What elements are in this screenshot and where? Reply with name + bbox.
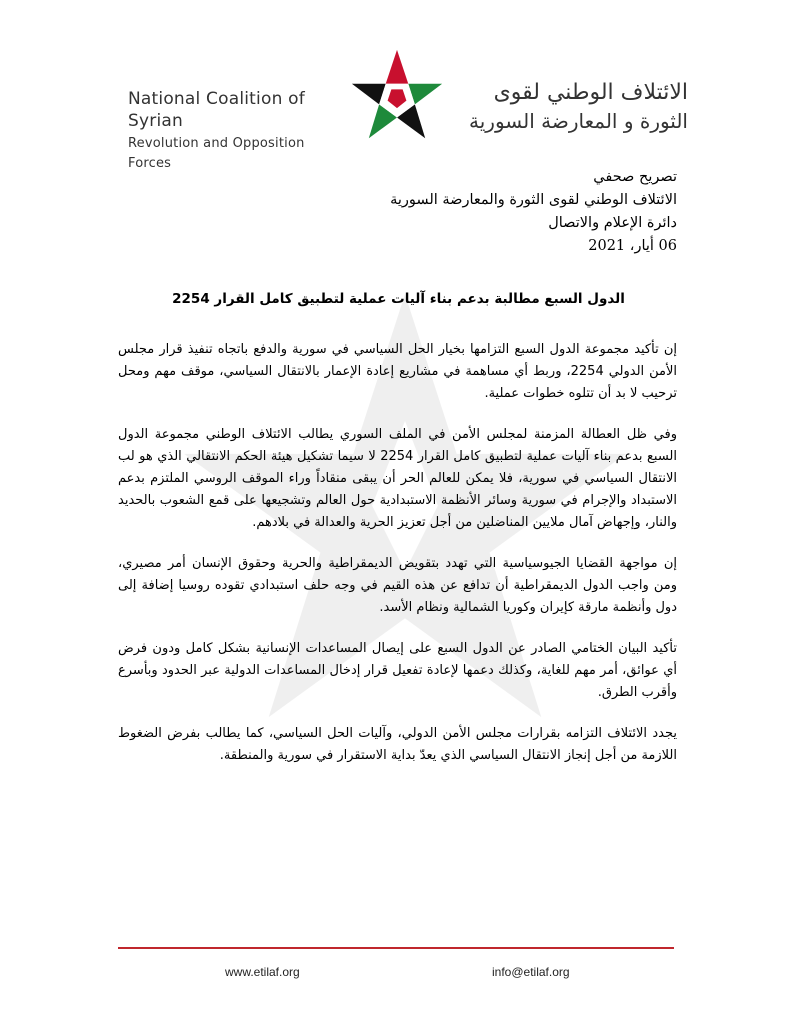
footer-website-link[interactable]: www.etilaf.org bbox=[225, 965, 300, 979]
org-name-arabic-line1: الائتلاف الوطني لقوى bbox=[493, 80, 688, 105]
document-body bbox=[118, 339, 677, 786]
org-name-english-line2: Revolution and Opposition Forces bbox=[128, 136, 305, 171]
body-paragraph: إن مواجهة القضايا الجيوسياسية التي تهدد بتقويض الديمقراطية والحرية وحقوق الإنسان أمر مصيري، ومن واجب الدول الديمقراطية أن تدافع عن هذه القيم في وجه حلف استبدادي تقوده روسيا إضافة إلى دول وأنظمة مارقة كإيران وكوريا الشمالية ونظام الأسد. bbox=[118, 556, 677, 615]
org-name-english-line1: National Coalition of Syrian bbox=[128, 89, 305, 131]
release-type: تصريح صحفي bbox=[593, 169, 677, 185]
body-paragraph: تأكيد البيان الختامي الصادر عن الدول السبع على إيصال المساعدات الإنسانية بشكل كامل ودون فرض أي عوائق، أمر مهم للغاية، وكذلك دعمها لإعادة تفعيل قرار إدخال المساعدات الدولية عبر الحدود وبأسرع وأقرب الطرق. bbox=[118, 641, 677, 700]
footer-divider bbox=[118, 947, 674, 949]
coalition-star-logo-icon bbox=[350, 48, 444, 142]
department-name: دائرة الإعلام والاتصال bbox=[548, 215, 677, 231]
body-paragraph: يجدد الائتلاف التزامه بقرارات مجلس الأمن الدولي، وآليات الحل السياسي، كما يطالب بفرض الضغوط اللازمة من أجل إنجاز الانتقال السياسي الذي يعدّ بداية الاستقرار في سورية والمنطقة. bbox=[118, 726, 677, 763]
org-name-english bbox=[128, 88, 348, 174]
press-release-meta bbox=[277, 166, 677, 258]
issuer-name: الائتلاف الوطني لقوى الثورة والمعارضة السورية bbox=[390, 192, 677, 208]
org-name-arabic-line2: الثورة و المعارضة السورية bbox=[469, 109, 688, 133]
footer-email-link[interactable]: info@etilaf.org bbox=[492, 965, 570, 979]
release-date: 06 أيار، 2021 bbox=[588, 238, 677, 254]
body-paragraph: إن تأكيد مجموعة الدول السبع التزامها بخيار الحل السياسي في سورية والدفع باتجاه تنفيذ قرار مجلس الأمن الدولي 2254، وربط أي مساهمة في مشاريع إعادة الإعمار بالانتقال السياسي، موقف مهم ومحل ترحيب لا بد أن تتلوه خطوات عملية. bbox=[118, 342, 678, 401]
org-name-arabic bbox=[448, 78, 688, 134]
document-title: الدول السبع مطالبة بدعم بناء آليات عملية لتطبيق كامل القرار 2254 bbox=[172, 291, 625, 307]
body-paragraph: وفي ظل العطالة المزمنة لمجلس الأمن في الملف السوري يطالب الائتلاف الوطني مجموعة الدول السبع بدعم بناء آليات عملية لتطبيق كامل القرار 2254 لا سيما تشكيل هيئة الحكم الانتقالي الذي هو لب الانتقال السياسي في سورية، فلا يمكن للعالم الحر أن يبقى منقاداً وراء الموقف الروسي الملتزم بدعم الاستبداد والإجرام في سورية وسائر الأنظمة الاستبدادية حول العالم وتشجيعها على قمع الشعوب بالحديد والنار، وإجهاض آمال ملايين المناضلين من أجل تعزيز الحرية والعدالة في بلادهم. bbox=[118, 427, 678, 530]
